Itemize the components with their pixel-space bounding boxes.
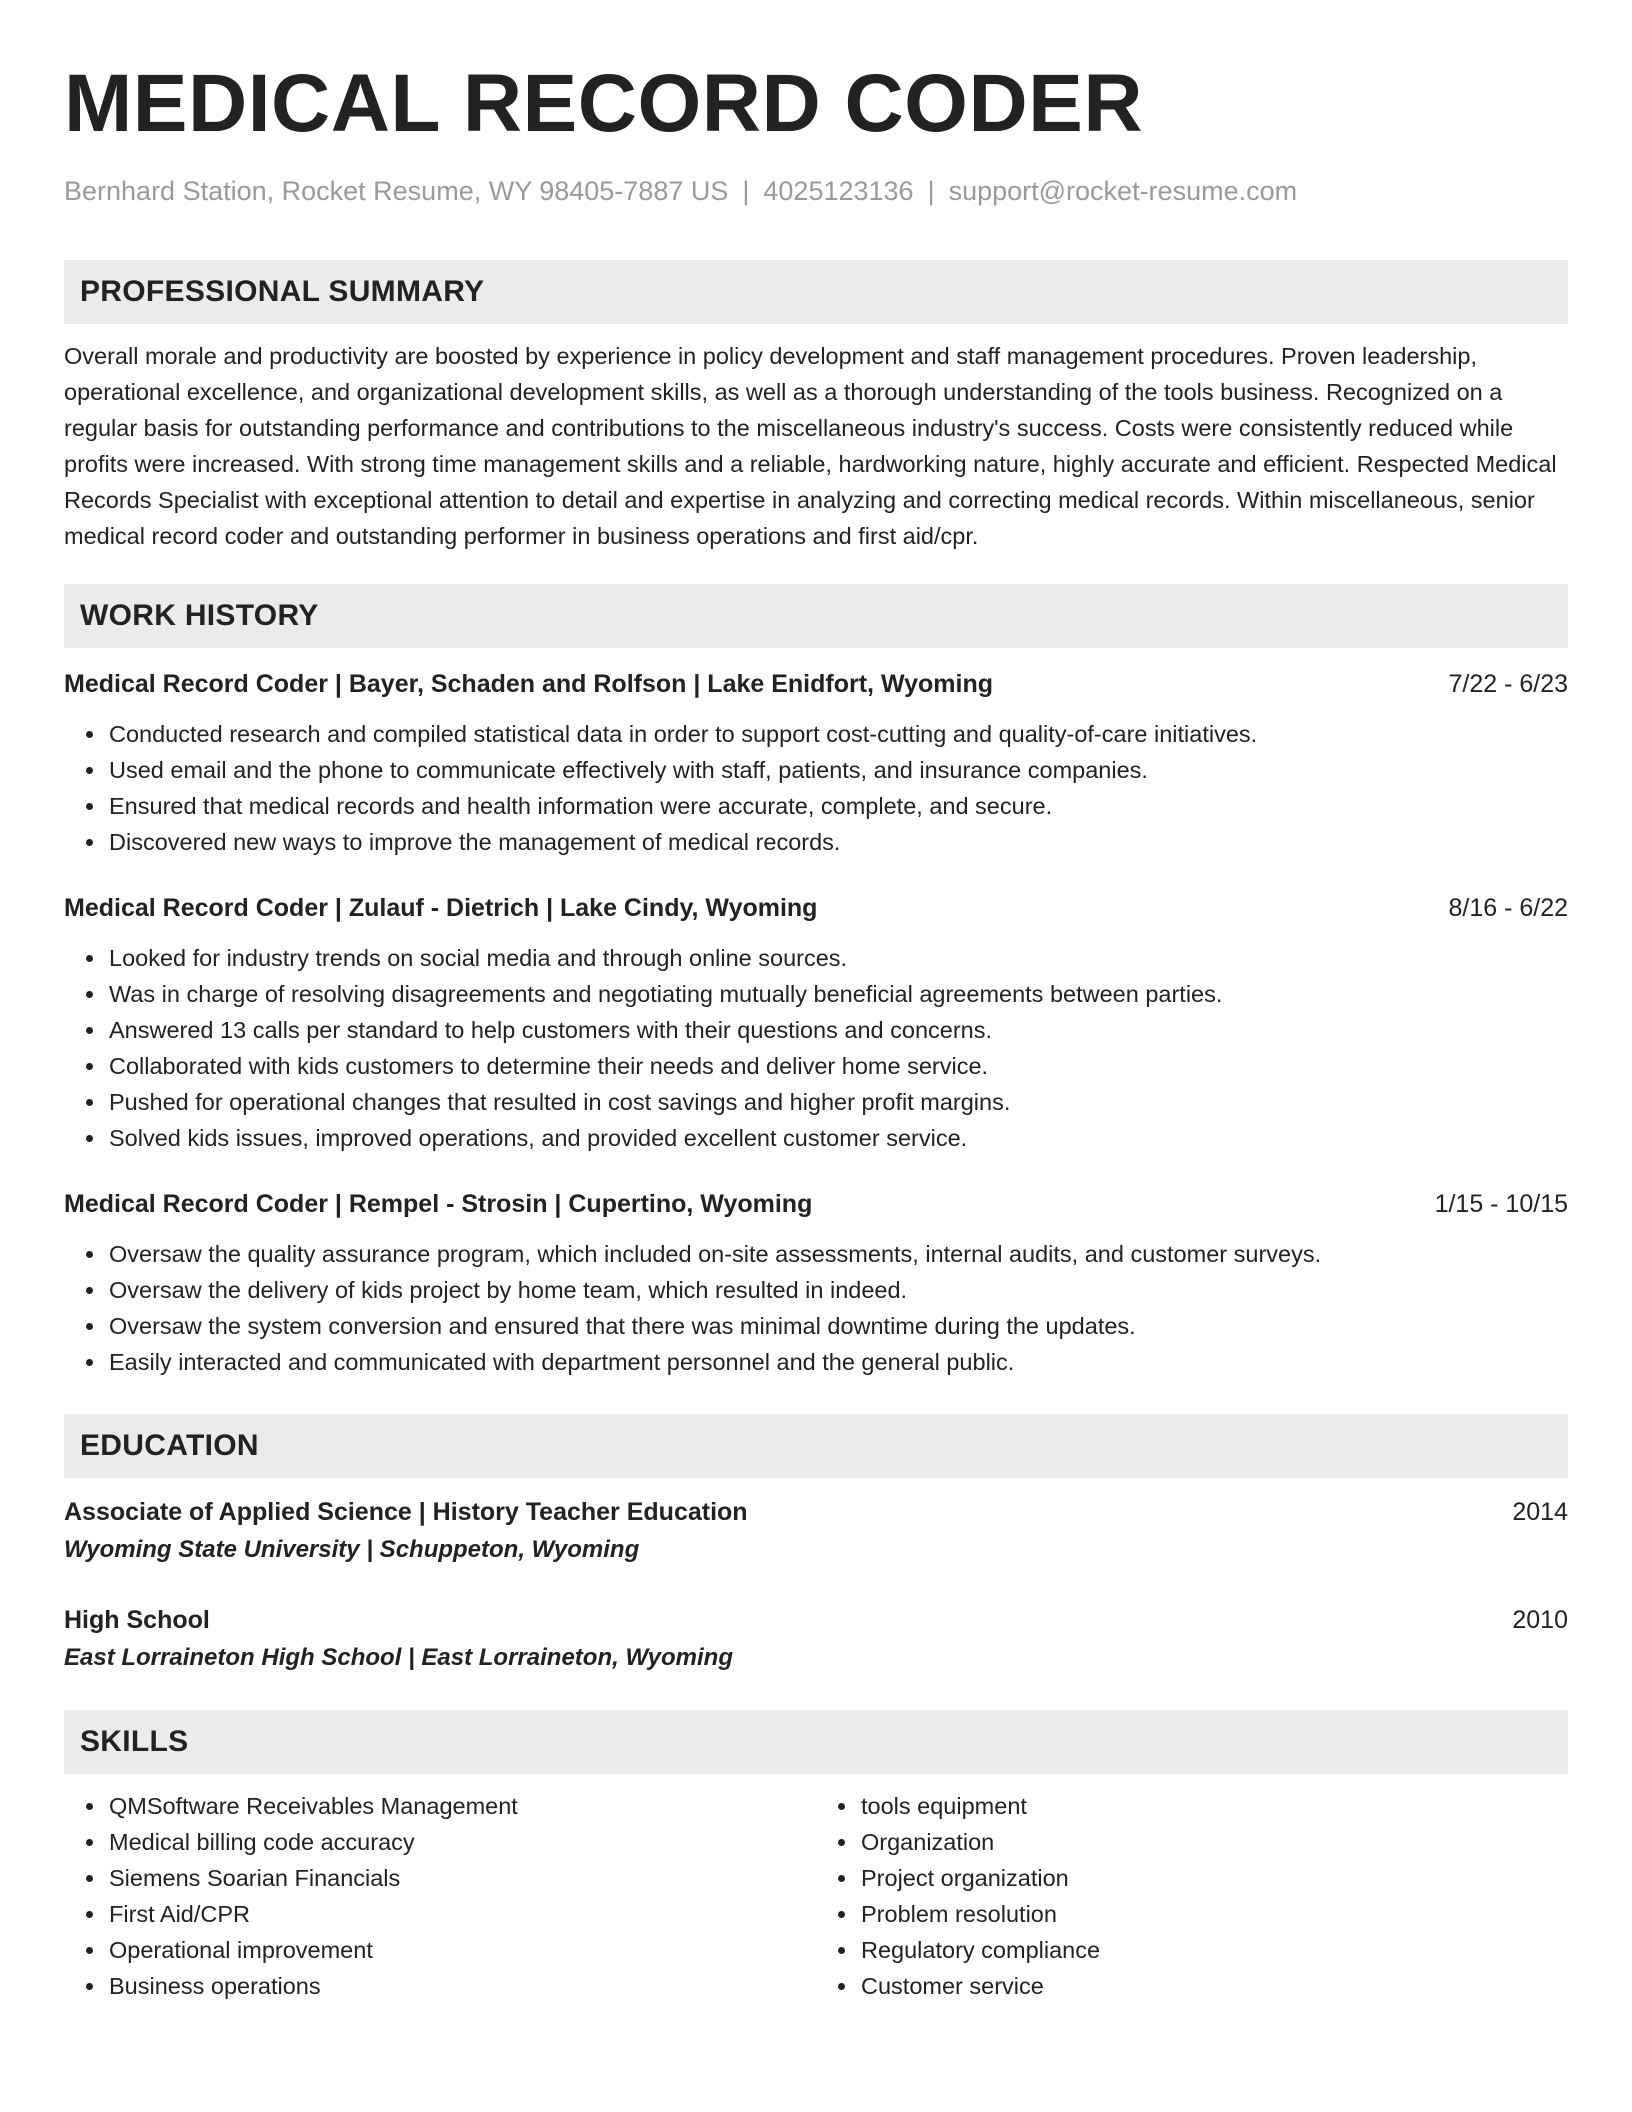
skill-item: • Problem resolution [859,1896,1568,1932]
section-header-bar [64,584,1568,648]
job-entry [64,890,1568,1156]
skill-item: • Operational improvement [107,1932,816,1968]
job-header [64,1186,1568,1222]
work-history-section [64,584,1568,1380]
resume-header [64,56,1568,208]
summary-text: Overall morale and productivity are boosted by experience in policy development and staff management procedures. Proven leadership, operational excellence, and organizational development skills, as well as a thorough understanding of the tools business. Recognized on a regular basis for outstanding performance and contributions to the miscellaneous industry's success. Costs were consistently reduced while profits were increased. With strong time management skills and a reliable, hardworking nature, highly accurate and efficient. Respected Medical Records Specialist with exceptional attention to detail and expertise in analyzing and correcting medical records. Within miscellaneous, senior medical record coder and outstanding performer in business operations and first aid/cpr. [64,343,1557,549]
skill-item: • First Aid/CPR [107,1896,816,1932]
section-header-bar [64,1710,1568,1774]
job-dates: 7/22 - 6/23 [1448,670,1568,698]
skills-grid [64,1788,1568,2004]
candidate-name: MEDICAL RECORD CODER [64,58,1144,149]
contact-email: support@rocket-resume.com [948,176,1298,206]
job-bullet: • Solved kids issues, improved operations, and provided excellent customer service. [107,1120,1568,1156]
job-bullet: • Used email and the phone to communicate effectively with staff, patients, and insurance companies. [107,752,1568,788]
education-year: 2014 [1512,1498,1568,1526]
skill-item: • Business operations [107,1968,816,2004]
skill-item: • Project organization [859,1860,1568,1896]
job-bullet: • Easily interacted and communicated with department personnel and the general public. [107,1344,1568,1380]
skill-item: • QMSoftware Receivables Management [107,1788,816,1824]
job-bullet: • Oversaw the system conversion and ensured that there was minimal downtime during the updates. [107,1308,1568,1344]
education-header [64,1602,1568,1638]
job-bullet: • Discovered new ways to improve the management of medical records. [107,824,1568,860]
contact-address: Bernhard Station, Rocket Resume, WY 98405-7887 US [64,176,729,206]
education-header [64,1494,1568,1530]
job-header [64,666,1568,702]
skills-list [816,1788,1568,2004]
section-heading: SKILLS [80,1725,189,1758]
education-section [64,1414,1568,1676]
job-bullet: • Answered 13 calls per standard to help customers with their questions and concerns. [107,1012,1568,1048]
education-degree: High School [64,1606,210,1634]
job-entry [64,1186,1568,1380]
contact-separator: | [742,176,750,206]
education-school: East Lorraineton High School | East Lorraineton, Wyoming [64,1644,733,1671]
section-header-bar [64,1414,1568,1478]
contact-separator: | [927,176,935,206]
job-bullet: • Ensured that medical records and health information were accurate, complete, and secure. [107,788,1568,824]
education-year: 2010 [1512,1606,1568,1634]
job-dates: 1/15 - 10/15 [1434,1190,1568,1218]
education-entry [64,1494,1568,1568]
section-header-bar [64,260,1568,324]
job-bullet: • Conducted research and compiled statistical data in order to support cost-cutting and quality-of-care initiatives. [107,716,1568,752]
contact-line [64,174,1568,208]
skill-item: • Organization [859,1824,1568,1860]
job-title: Medical Record Coder | Bayer, Schaden and Rolfson | Lake Enidfort, Wyoming [64,670,993,698]
skills-column-left [64,1788,816,2004]
skill-item: • Medical billing code accuracy [107,1824,816,1860]
job-bullets [64,940,1568,1156]
skill-item: • tools equipment [859,1788,1568,1824]
education-degree: Associate of Applied Science | History Teacher Education [64,1498,748,1526]
job-bullet: • Oversaw the quality assurance program, which included on-site assessments, internal audits, and customer surveys. [107,1236,1568,1272]
summary-section [64,260,1568,554]
section-heading: PROFESSIONAL SUMMARY [80,275,485,308]
job-bullets [64,1236,1568,1380]
skills-section [64,1710,1568,2004]
job-dates: 8/16 - 6/22 [1448,894,1568,922]
skill-item: • Siemens Soarian Financials [107,1860,816,1896]
skill-item: • Customer service [859,1968,1568,2004]
section-heading: EDUCATION [80,1429,259,1462]
job-bullet: • Collaborated with kids customers to determine their needs and deliver home service. [107,1048,1568,1084]
job-title: Medical Record Coder | Rempel - Strosin | Cupertino, Wyoming [64,1190,813,1218]
skill-item: • Regulatory compliance [859,1932,1568,1968]
skills-column-right [816,1788,1568,2004]
job-entry [64,666,1568,860]
job-bullet: • Oversaw the delivery of kids project by home team, which resulted in indeed. [107,1272,1568,1308]
job-bullet: • Pushed for operational changes that resulted in cost savings and higher profit margins. [107,1084,1568,1120]
job-title: Medical Record Coder | Zulauf - Dietrich | Lake Cindy, Wyoming [64,894,818,922]
skills-list [64,1788,816,2004]
job-bullets [64,716,1568,860]
job-header [64,890,1568,926]
job-bullet: • Was in charge of resolving disagreements and negotiating mutually beneficial agreements between parties. [107,976,1568,1012]
education-school: Wyoming State University | Schuppeton, Wyoming [64,1536,640,1563]
job-bullet: • Looked for industry trends on social media and through online sources. [107,940,1568,976]
education-entry [64,1602,1568,1676]
contact-phone: 4025123136 [763,176,914,206]
section-heading: WORK HISTORY [80,599,319,632]
